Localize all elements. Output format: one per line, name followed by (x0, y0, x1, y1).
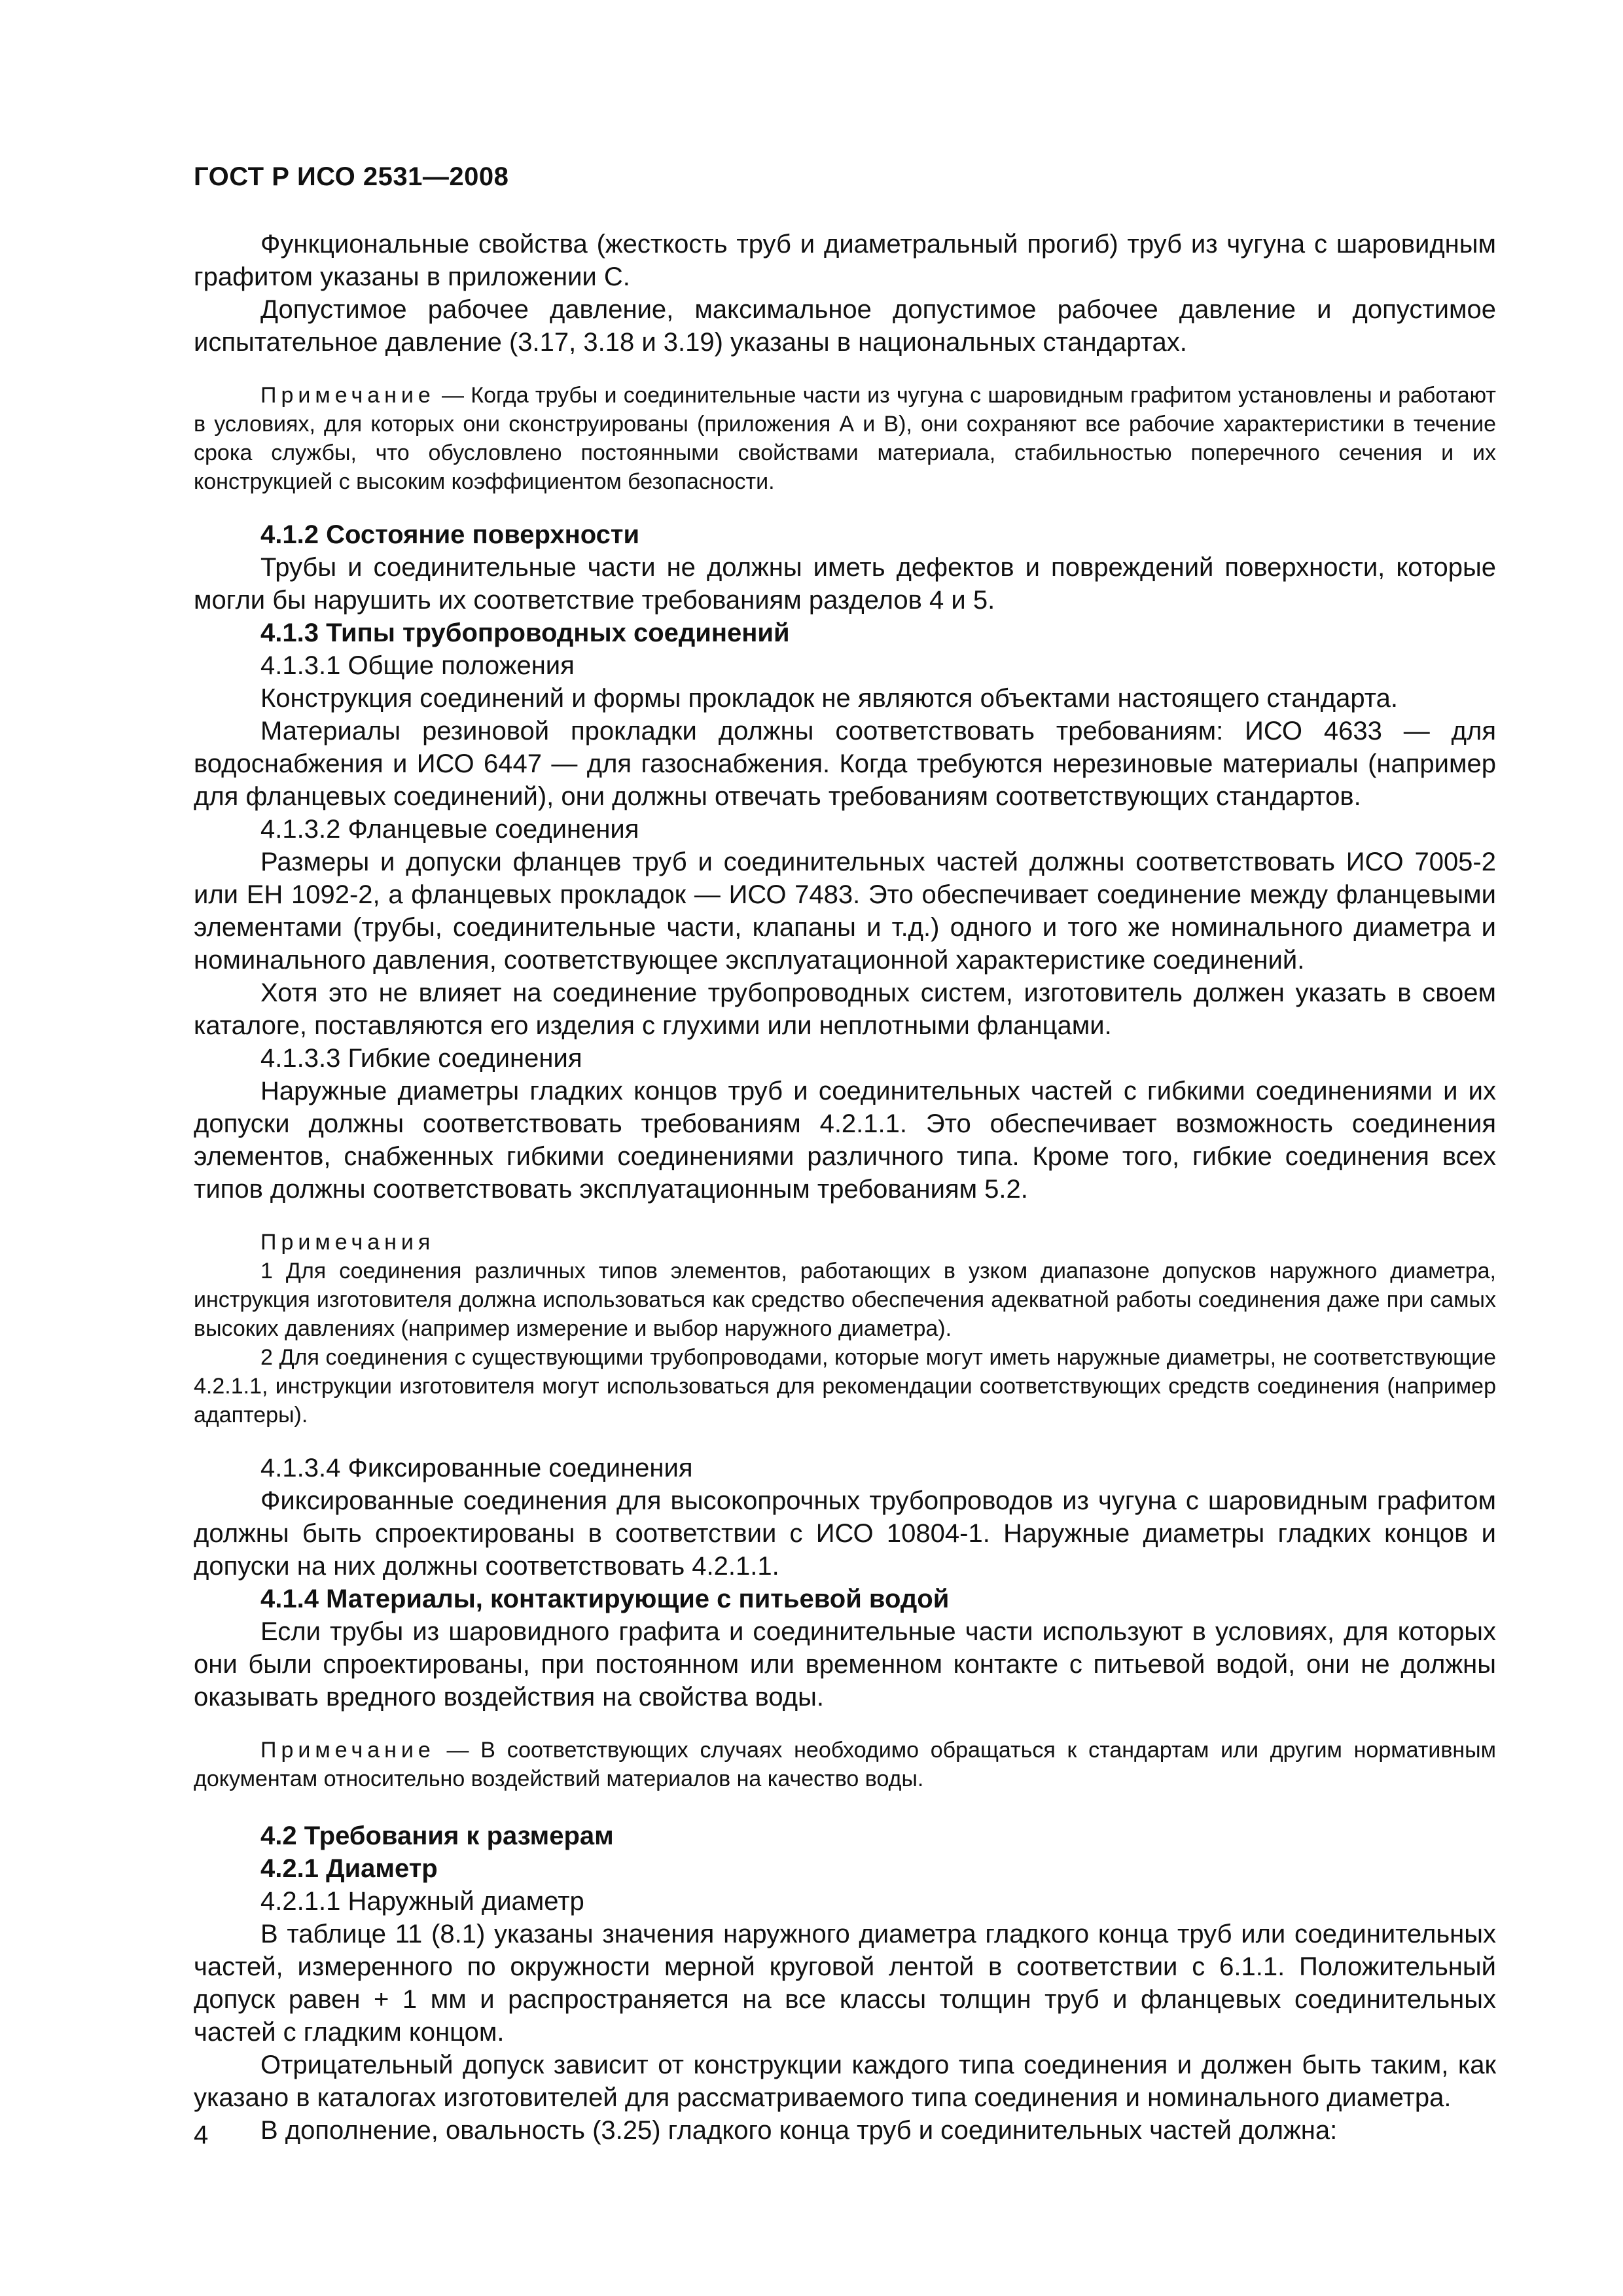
heading-4-2-1-1: 4.2.1.1 Наружный диаметр (260, 1887, 584, 1916)
note-item-2: 2 Для соединения с существующими трубопроводами, которые могут иметь наружные диаметры, не соответствующие 4.2.1.1, инструкции изготовителя могут использоваться для рекомендации соответствующих средств соединения (например адаптеры). (194, 1345, 1496, 1427)
page-header: ГОСТ Р ИСО 2531—2008 (194, 162, 509, 191)
paragraph-negative-tolerance: Отрицательный допуск зависит от конструкции каждого типа соединения и должен быть таким, как указано в каталогах изготовителей для рассматриваемого типа соединения и номинального диаметра. (194, 2051, 1496, 2112)
heading-4-1-3-2: 4.1.3.2 Фланцевые соединения (260, 815, 639, 844)
paragraph-ovality: В дополнение, овальность (3.25) гладкого конца труб и соединительных частей должна: (260, 2116, 1338, 2145)
heading-4-2: 4.2 Требования к размерам (260, 1821, 614, 1850)
heading-4-1-2: 4.1.2 Состояние поверхности (260, 520, 640, 549)
heading-4-2-1: 4.2.1 Диаметр (260, 1854, 438, 1883)
heading-4-1-3-3: 4.1.3.3 Гибкие соединения (260, 1044, 582, 1073)
paragraph-joint-design: Конструкция соединений и формы прокладок не являются объектами настоящего стандарта. (260, 684, 1398, 713)
note-label: Примечание (260, 383, 435, 408)
notes-label: Примечания (260, 1230, 435, 1255)
paragraph-flexible-joints: Наружные диаметры гладких концов труб и соединительных частей с гибкими соединениями и их допуски должны соответствовать требованиям 4.2.1.1. Это обеспечивает возможность соединения элементов, снабженных гибкими соединениями различного типа. Кроме того, гибкие соединения всех типов должны соответствовать эксплуатационным требованиям 5.2. (194, 1077, 1496, 1204)
paragraph-flange-catalogue: Хотя это не влияет на соединение трубопроводных систем, изготовитель должен указать в своем каталоге, поставляются его изделия с глухими или неплотными фланцами. (194, 978, 1496, 1040)
heading-4-1-3: 4.1.3 Типы трубопроводных соединений (260, 619, 790, 647)
note-water-quality (194, 1736, 1496, 1793)
page-content (194, 228, 1496, 2147)
note-service-life (194, 381, 1496, 496)
paragraph-flange-dimensions: Размеры и допуски фланцев труб и соединительных частей должны соответствовать ИСО 7005-2 или ЕН 1092-2, а фланцевых прокладок — ИСО 7483. Это обеспечивает соединение между фланцевыми элементами (трубы, соединительные части, клапаны и т.д.) одного и того же номинального диаметра и номинального давления, соответствующее эксплуатационной характеристике соединений. (194, 848, 1496, 975)
note-text: — В соответствующих случаях необходимо обращаться к стандартам или другим нормативным документам относительно воздействий материалов на качество воды. (194, 1738, 1496, 1791)
heading-4-1-4: 4.1.4 Материалы, контактирующие с питьевой водой (260, 1585, 950, 1613)
note-text: — Когда трубы и соединительные части из чугуна с шаровидным графитом установлены и работают в условиях, для которых они сконструированы (приложения А и В), они сохраняют все рабочие характеристики в течение срока службы, что обусловлено постоянными свойствами материала, стабильностью поперечного сечения и их конструкцией с высоким коэффициентом безопасности. (194, 383, 1496, 494)
note-item-1: 1 Для соединения различных типов элементов, работающих в узком диапазоне допусков наружного диаметра, инструкция изготовителя должна использоваться как средство обеспечения адекватной работы соединения даже при самых высоких давлениях (например измерение и выбор наружного диаметра). (194, 1259, 1496, 1341)
paragraph-working-pressure: Допустимое рабочее давление, максимальное допустимое рабочее давление и допустимое испытательное давление (3.17, 3.18 и 3.19) указаны в национальных стандартах. (194, 295, 1496, 357)
paragraph-external-diameter: В таблице 11 (8.1) указаны значения наружного диаметра гладкого конца труб или соединительных частей, измеренного по окружности мерной круговой лентой в соответствии с 6.1.1. Положительный допуск равен + 1 мм и распространяется на все классы толщин труб и фланцевых соединительных частей с гладким концом. (194, 1920, 1496, 2047)
paragraph-drinking-water: Если трубы из шаровидного графита и соединительные части используют в условиях, для которых они были спроектированы, при постоянном или временном контакте с питьевой водой, они не должны оказывать вредного воздействия на свойства воды. (194, 1617, 1496, 1712)
heading-4-1-3-4: 4.1.3.4 Фиксированные соединения (260, 1454, 693, 1482)
paragraph-restrained-joints: Фиксированные соединения для высокопрочных трубопроводов из чугуна с шаровидным графитом должны быть спроектированы в соответствии с ИСО 10804-1. Наружные диаметры гладких концов и допуски на них должны соответствовать 4.2.1.1. (194, 1486, 1496, 1581)
paragraph-gasket-materials: Материалы резиновой прокладки должны соответствовать требованиям: ИСО 4633 — для водоснабжения и ИСО 6447 — для газоснабжения. Когда требуются нерезиновые материалы (например для фланцевых соединений), они должны отвечать требованиям соответствующих стандартов. (194, 717, 1496, 811)
page-number: 4 (194, 2121, 209, 2149)
paragraph-surface-condition: Трубы и соединительные части не должны иметь дефектов и повреждений поверхности, которые могли бы нарушить их соответствие требованиям разделов 4 и 5. (194, 553, 1496, 615)
note-label: Примечание (260, 1738, 435, 1763)
paragraph-functional-properties: Функциональные свойства (жесткость труб и диаметральный прогиб) труб из чугуна с шаровидным графитом указаны в приложении С. (194, 230, 1496, 291)
heading-4-1-3-1: 4.1.3.1 Общие положения (260, 651, 575, 680)
